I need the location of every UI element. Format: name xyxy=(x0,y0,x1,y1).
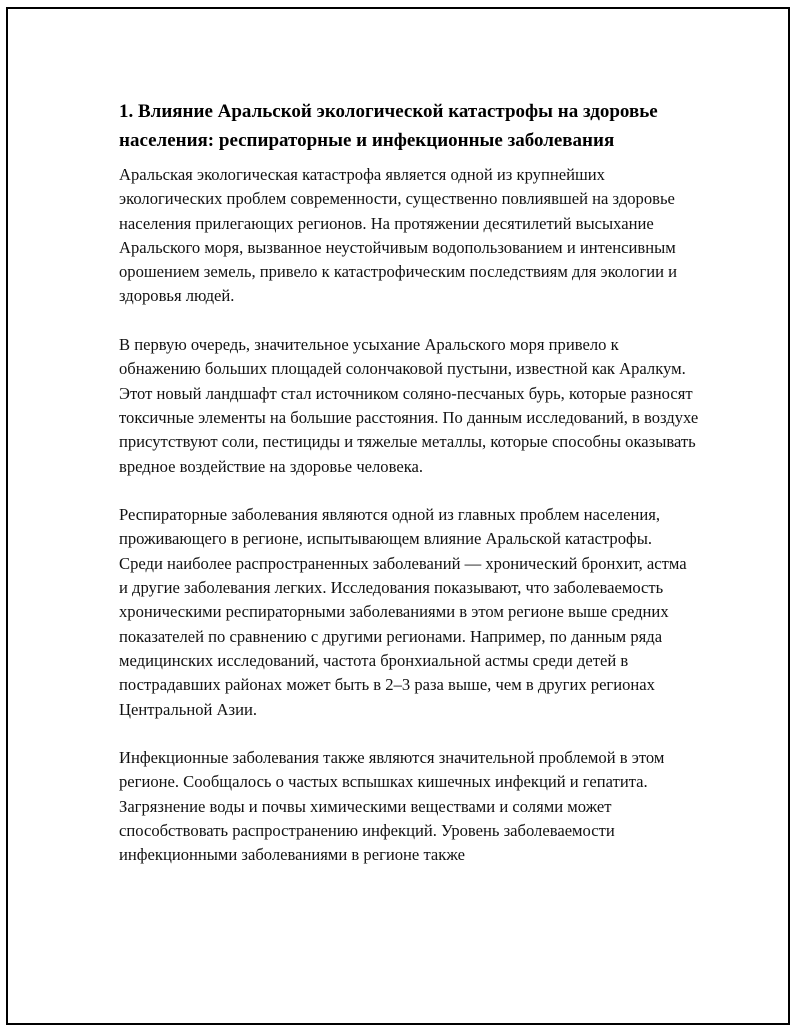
paragraph-infectious: Инфекционные заболевания также являются значительной проблемой в этом регионе. Сообщалось о частых вспышках кишечных инфекций и гепатита. Загрязнение воды и почвы химическими веществами и солями может способствовать распространению инфекций. Уровень заболеваемости инфекционными заболеваниями в регионе также xyxy=(119,748,665,865)
section-heading: 1. Влияние Аральской экологической катастрофы на здоровье населения: респираторные и инфекционные заболевания xyxy=(119,101,658,151)
paragraph-aralkum: В первую очередь, значительное усыхание Аральского моря привело к обнажению больших площадей солончаковой пустыни, известной как Аралкум. Этот новый ландшафт стал источником соляно-песчаных бурь, которые разносят токсичные элементы на большие расстояния. По данным исследований, в воздухе присутствуют соли, пестициды и тяжелые металлы, которые способны оказывать вредное воздействие на здоровье человека. xyxy=(119,335,699,476)
paragraph-respiratory: Респираторные заболевания являются одной из главных проблем населения, проживающего в регионе, испытывающем влияние Аральской катастрофы. Среди наиболее распространенных заболеваний — хронический бронхит, астма и другие заболевания легких. Исследования показывают, что заболеваемость хроническими респираторными заболеваниями в этом регионе выше средних показателей по сравнению с другими регионами. Например, по данным ряда медицинских исследований, частота бронхиальной астмы среди детей в пострадавших районах может быть в 2–3 раза выше, чем в других регионах Центральной Азии. xyxy=(119,505,687,719)
paragraph-intro: Аральская экологическая катастрофа является одной из крупнейших экологических проблем современности, существенно повлиявшей на здоровье населения прилегающих регионов. На протяжении десятилетий высыхание Аральского моря, вызванное неустойчивым водопользованием и интенсивным орошением земель, привело к катастрофическим последствиям для экологии и здоровья людей. xyxy=(119,165,678,306)
document-body xyxy=(119,97,699,892)
document-page xyxy=(6,7,790,1025)
